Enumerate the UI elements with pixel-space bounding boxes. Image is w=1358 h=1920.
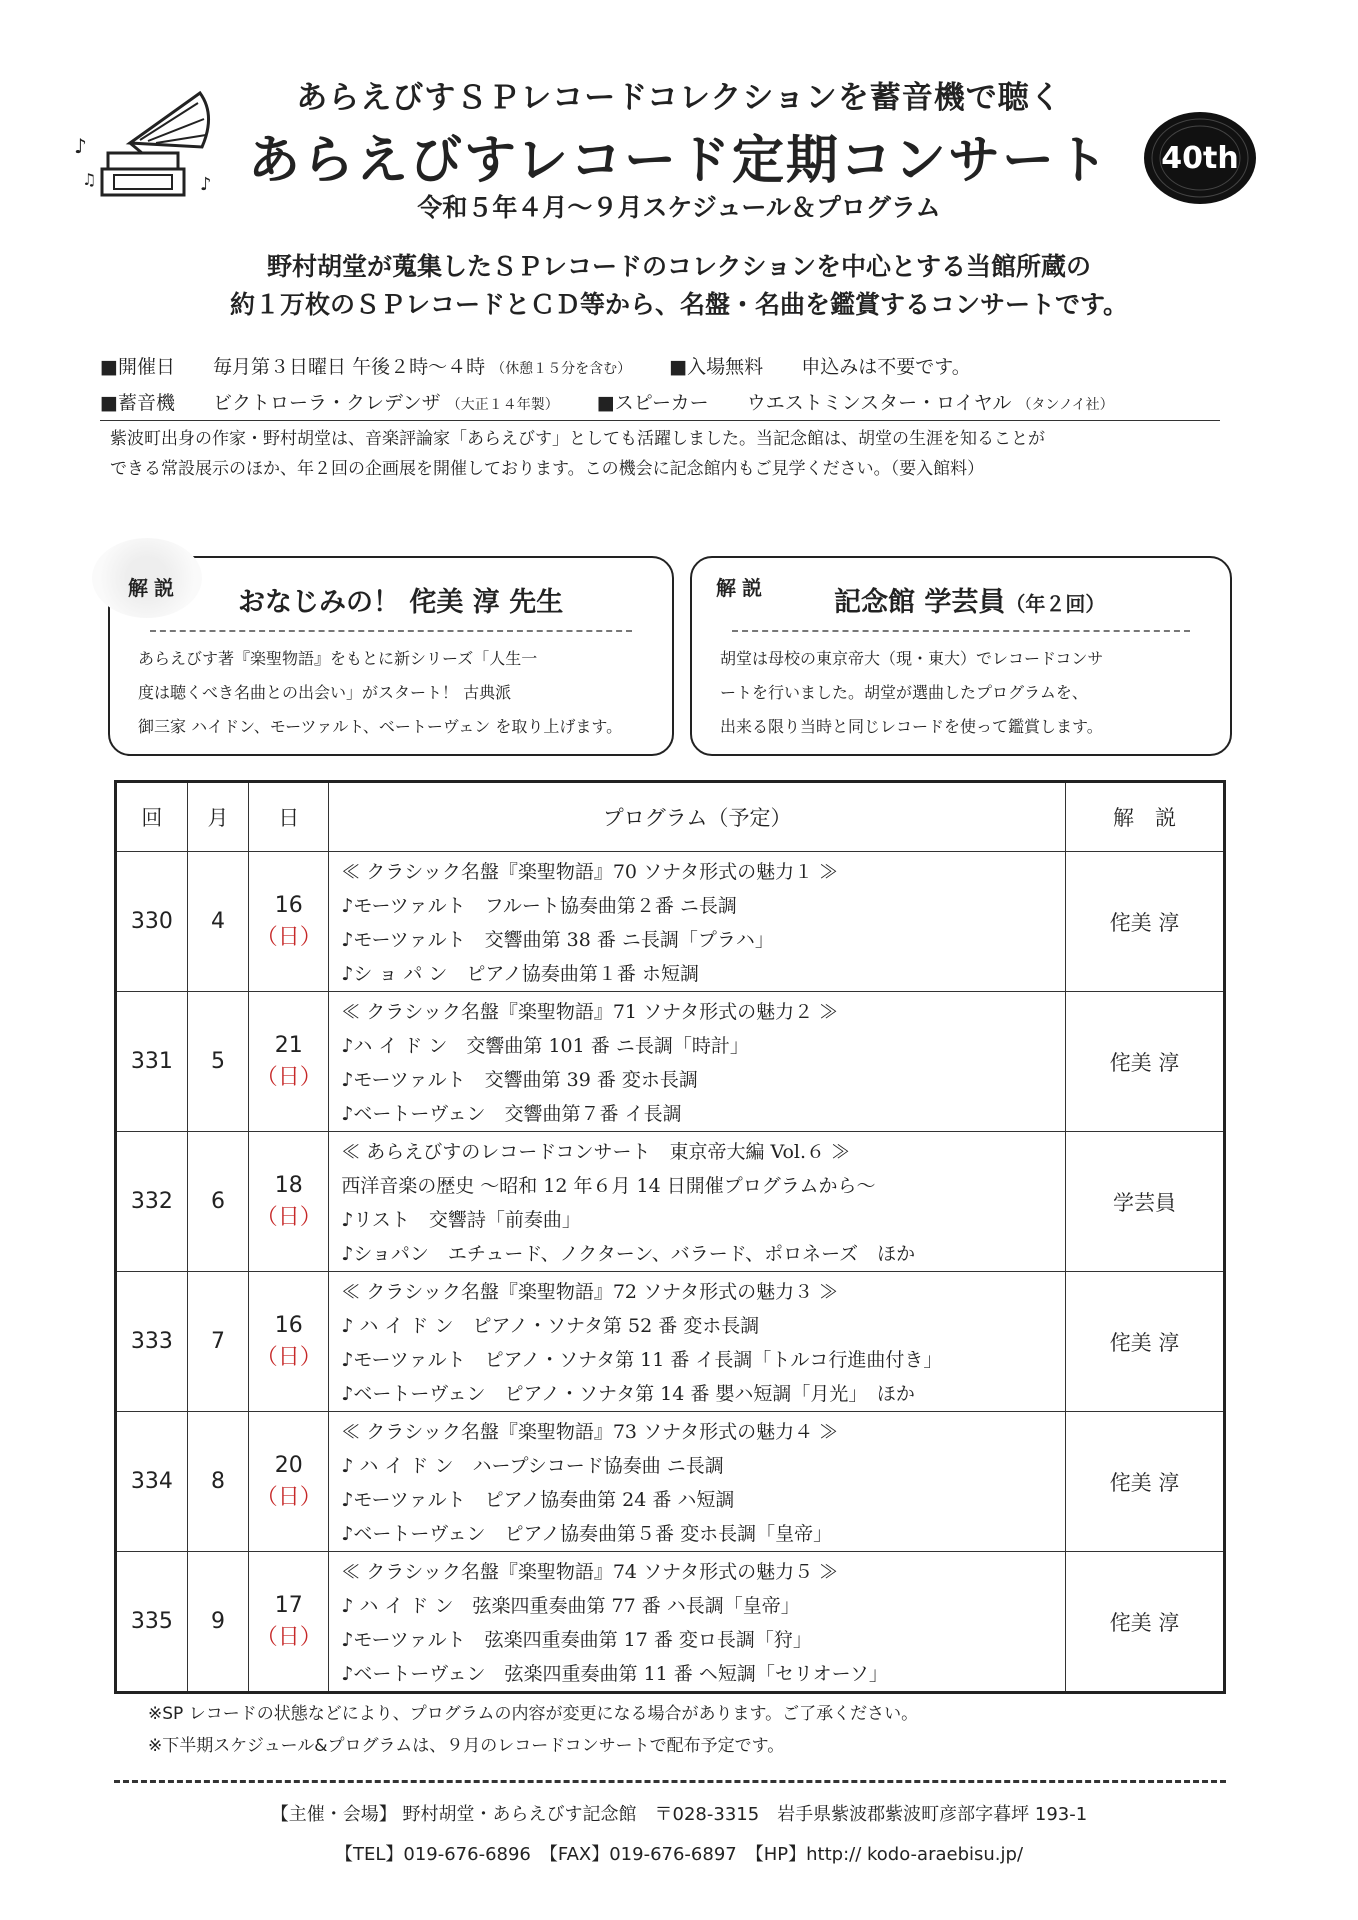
pre-title: あらえびすＳＰレコードコレクションを蓄音機で聴く — [296, 80, 1062, 116]
date-label: ■開催日 — [100, 356, 175, 378]
col-header-month: 月 — [187, 782, 249, 852]
lecturer-description — [720, 642, 1204, 744]
program-line: ♪モーツァルト 弦楽四重奏曲第 17 番 変ロ長調「狩」 — [341, 1629, 812, 1651]
program-line: 西洋音楽の歴史 ～昭和 12 年６月 14 日開催プログラムから～ — [341, 1175, 876, 1197]
program-line: ♪リスト 交響詩「前奏曲」 — [341, 1209, 581, 1231]
lecturer-title — [834, 580, 1105, 619]
event-info — [100, 350, 1220, 422]
lecturer-name: 記念館 学芸員 — [834, 587, 1006, 618]
row-month: 8 — [187, 1412, 249, 1552]
intro-line: 野村胡堂が蒐集したＳＰレコードのコレクションを中心とする当館所蔵の — [266, 252, 1091, 281]
table-row — [116, 1412, 1225, 1552]
row-lecturer: 侘美 淳 — [1066, 1272, 1225, 1412]
row-lecturer: 侘美 淳 — [1066, 852, 1225, 992]
row-day — [249, 1552, 329, 1693]
program-line: ♪ベートーヴェン 弦楽四重奏曲第 11 番 ヘ短調「セリオーソ」 — [341, 1663, 888, 1685]
speaker-label: ■スピーカー — [596, 392, 709, 414]
speaker-value: ウエストミンスター・ロイヤル — [746, 392, 1012, 414]
col-header-number: 回 — [116, 782, 188, 852]
description-line: 御三家 ハイドン、モーツァルト、ベートーヴェン を取り上げます。 — [138, 717, 623, 736]
day-number: 17 — [274, 1592, 303, 1618]
program-title: ≪ クラシック名盤『楽聖物語』74 ソナタ形式の魅力５ ≫ — [341, 1561, 839, 1583]
program-line: ♪モーツァルト フルート協奏曲第２番 ニ長調 — [341, 895, 737, 917]
program-title: ≪ クラシック名盤『楽聖物語』70 ソナタ形式の魅力１ ≫ — [341, 861, 839, 883]
day-weekday: （日） — [255, 1624, 322, 1650]
row-program — [329, 1272, 1066, 1412]
row-number: 330 — [116, 852, 188, 992]
dashed-divider — [732, 630, 1190, 632]
row-lecturer: 学芸員 — [1066, 1132, 1225, 1272]
svg-text:♪: ♪ — [74, 134, 87, 158]
record-logo-icon — [1140, 108, 1260, 208]
info-row — [100, 386, 1220, 422]
intro-line: 約１万枚のＳＰレコードとＣＤ等から、名盤・名曲を鑑賞するコンサートです。 — [229, 290, 1128, 319]
lecturer-tag: 解説 — [716, 576, 768, 600]
row-lecturer: 侘美 淳 — [1066, 1412, 1225, 1552]
date-value: 毎月第３日曜日 午後２時～４時 — [213, 356, 486, 378]
row-day — [249, 852, 329, 992]
description-line: 度は聴くべき名曲との出会い」がスタート！ 古典派 — [138, 683, 512, 702]
table-row — [116, 1272, 1225, 1412]
row-program — [329, 852, 1066, 992]
player-label: ■蓄音機 — [100, 392, 175, 414]
lecturer-box-curator — [690, 556, 1232, 756]
program-line: ♪ベートーヴェン ピアノ協奏曲第５番 変ホ長調「皇帝」 — [341, 1523, 833, 1545]
row-month: 6 — [187, 1132, 249, 1272]
description-line: あらえびす著『楽聖物語』をもとに新シリーズ「人生一 — [138, 649, 538, 668]
program-line: ♪モーツァルト 交響曲第 39 番 変ホ長調 — [341, 1069, 698, 1091]
description-line: 胡堂は母校の東京帝大（現・東大）でレコードコンサ — [720, 649, 1104, 668]
table-row — [116, 1552, 1225, 1693]
table-header-row — [116, 782, 1225, 852]
row-program — [329, 992, 1066, 1132]
day-weekday: （日） — [255, 1204, 322, 1230]
logo-text: 40th — [1161, 141, 1239, 176]
table-row — [116, 992, 1225, 1132]
row-month: 4 — [187, 852, 249, 992]
program-title: ≪ クラシック名盤『楽聖物語』71 ソナタ形式の魅力２ ≫ — [341, 1001, 839, 1023]
program-line: ♪ベートーヴェン ピアノ・ソナタ第 14 番 嬰ハ短調「月光」 ほか — [341, 1383, 915, 1405]
divider — [100, 420, 1220, 421]
dashed-separator — [114, 1780, 1226, 1783]
player-note: （大正１４年製） — [446, 397, 559, 413]
notes — [148, 1698, 918, 1762]
row-month: 9 — [187, 1552, 249, 1693]
col-header-lecturer: 解 説 — [1066, 782, 1225, 852]
lecturer-box-takumi — [108, 556, 674, 756]
about-text — [110, 424, 1230, 484]
schedule-subtitle: 令和５年４月～９月スケジュール＆プログラム — [417, 193, 941, 222]
day-number: 21 — [274, 1032, 303, 1058]
row-day — [249, 1272, 329, 1412]
program-line: ♪シ ョ パ ン ピアノ協奏曲第１番 ホ短調 — [341, 963, 699, 985]
row-number: 332 — [116, 1132, 188, 1272]
header — [0, 0, 1358, 230]
row-program — [329, 1412, 1066, 1552]
day-number: 16 — [274, 1312, 303, 1338]
player-value: ビクトローラ・クレデンザ — [213, 392, 441, 414]
row-number: 333 — [116, 1272, 188, 1412]
program-line: ♪ ハ イ ド ン ハープシコード協奏曲 ニ長調 — [341, 1455, 724, 1477]
svg-text:♪: ♪ — [200, 174, 212, 195]
program-line: ♪ベートーヴェン 交響曲第７番 イ長調 — [341, 1103, 682, 1125]
intro — [0, 248, 1358, 324]
row-day — [249, 1132, 329, 1272]
dashed-divider — [150, 630, 632, 632]
description-line: 出来る限り当時と同じレコードを使って鑑賞します。 — [720, 717, 1103, 736]
day-number: 18 — [274, 1172, 303, 1198]
col-header-day: 日 — [249, 782, 329, 852]
row-month: 5 — [187, 992, 249, 1132]
day-weekday: （日） — [255, 1064, 322, 1090]
day-number: 20 — [274, 1452, 303, 1478]
page-title: あらえびすレコード定期コンサート — [248, 131, 1110, 191]
lecturer-title-note: （年２回） — [1005, 592, 1106, 616]
lecturer-title — [238, 580, 563, 619]
contact-info: 【TEL】019-676-6896 【FAX】019-676-6897 【HP】http:// kodo-araebisu.jp/ — [334, 1844, 1024, 1865]
note-line: ※下半期スケジュール&プログラムは、９月のレコードコンサートで配布予定です。 — [148, 1736, 785, 1756]
program-line: ♪ハ イ ド ン 交響曲第 101 番 ニ長調「時計」 — [341, 1035, 749, 1057]
program-title: ≪ クラシック名盤『楽聖物語』73 ソナタ形式の魅力４ ≫ — [341, 1421, 839, 1443]
description-line: ートを行いました。胡堂が選曲したプログラムを、 — [720, 683, 1088, 702]
program-title: ≪ あらえびすのレコードコンサート 東京帝大編 Vol.６ ≫ — [341, 1141, 851, 1163]
day-weekday: （日） — [255, 1344, 322, 1370]
lecturer-tag: 解説 — [128, 576, 180, 600]
footer — [0, 1795, 1358, 1875]
day-weekday: （日） — [255, 924, 322, 950]
about-line: できる常設展示のほか、年２回の企画展を開催しております。この機会に記念館内もご見学ください。（要入館料） — [110, 459, 985, 479]
row-number: 331 — [116, 992, 188, 1132]
row-month: 7 — [187, 1272, 249, 1412]
date-note: （休憩１５分を含む） — [491, 361, 632, 377]
note-line: ※SP レコードの状態などにより、プログラムの内容が変更になる場合があります。ご了承ください。 — [148, 1704, 919, 1724]
table-row — [116, 1132, 1225, 1272]
row-day — [249, 992, 329, 1132]
program-line: ♪ ハ イ ド ン 弦楽四重奏曲第 77 番 ハ長調「皇帝」 — [341, 1595, 800, 1617]
row-day — [249, 1412, 329, 1552]
row-number: 334 — [116, 1412, 188, 1552]
admission-value: 申込みは不要です。 — [801, 356, 971, 378]
program-line: ♪ ハ イ ド ン ピアノ・ソナタ第 52 番 変ホ長調 — [341, 1315, 760, 1337]
table-row — [116, 852, 1225, 992]
row-number: 335 — [116, 1552, 188, 1693]
speaker-note: （タンノイ社） — [1017, 397, 1114, 413]
day-number: 16 — [274, 892, 303, 918]
about-line: 紫波町出身の作家・野村胡堂は、音楽評論家「あらえびす」としても活躍しました。当記念館は、胡堂の生涯を知ることが — [110, 429, 1045, 449]
organizer-address: 【主催・会場】 野村胡堂・あらえびす記念館 〒028-3315 岩手県紫波郡紫波町彦部字暮坪 193-1 — [270, 1804, 1088, 1825]
program-line: ♪モーツァルト ピアノ・ソナタ第 11 番 イ長調「トルコ行進曲付き」 — [341, 1349, 943, 1371]
program-line: ♪モーツァルト ピアノ協奏曲第 24 番 ハ短調 — [341, 1489, 735, 1511]
lecturer-description — [138, 642, 646, 744]
program-table — [114, 780, 1226, 1694]
lecturer-name: おなじみの！ 侘美 淳 先生 — [238, 587, 564, 618]
col-header-program: プログラム（予定） — [329, 782, 1066, 852]
program-line: ♪モーツァルト 交響曲第 38 番 ニ長調「プラハ」 — [341, 929, 774, 951]
row-lecturer: 侘美 淳 — [1066, 1552, 1225, 1693]
row-program — [329, 1552, 1066, 1693]
svg-text:♫: ♫ — [82, 170, 97, 189]
row-lecturer: 侘美 淳 — [1066, 992, 1225, 1132]
program-line: ♪ショパン エチュード、ノクターン、バラード、ポロネーズ ほか — [341, 1243, 916, 1265]
info-row — [100, 350, 1220, 386]
admission-label: ■入場無料 — [669, 356, 764, 378]
day-weekday: （日） — [255, 1484, 322, 1510]
row-program — [329, 1132, 1066, 1272]
program-title: ≪ クラシック名盤『楽聖物語』72 ソナタ形式の魅力３ ≫ — [341, 1281, 839, 1303]
